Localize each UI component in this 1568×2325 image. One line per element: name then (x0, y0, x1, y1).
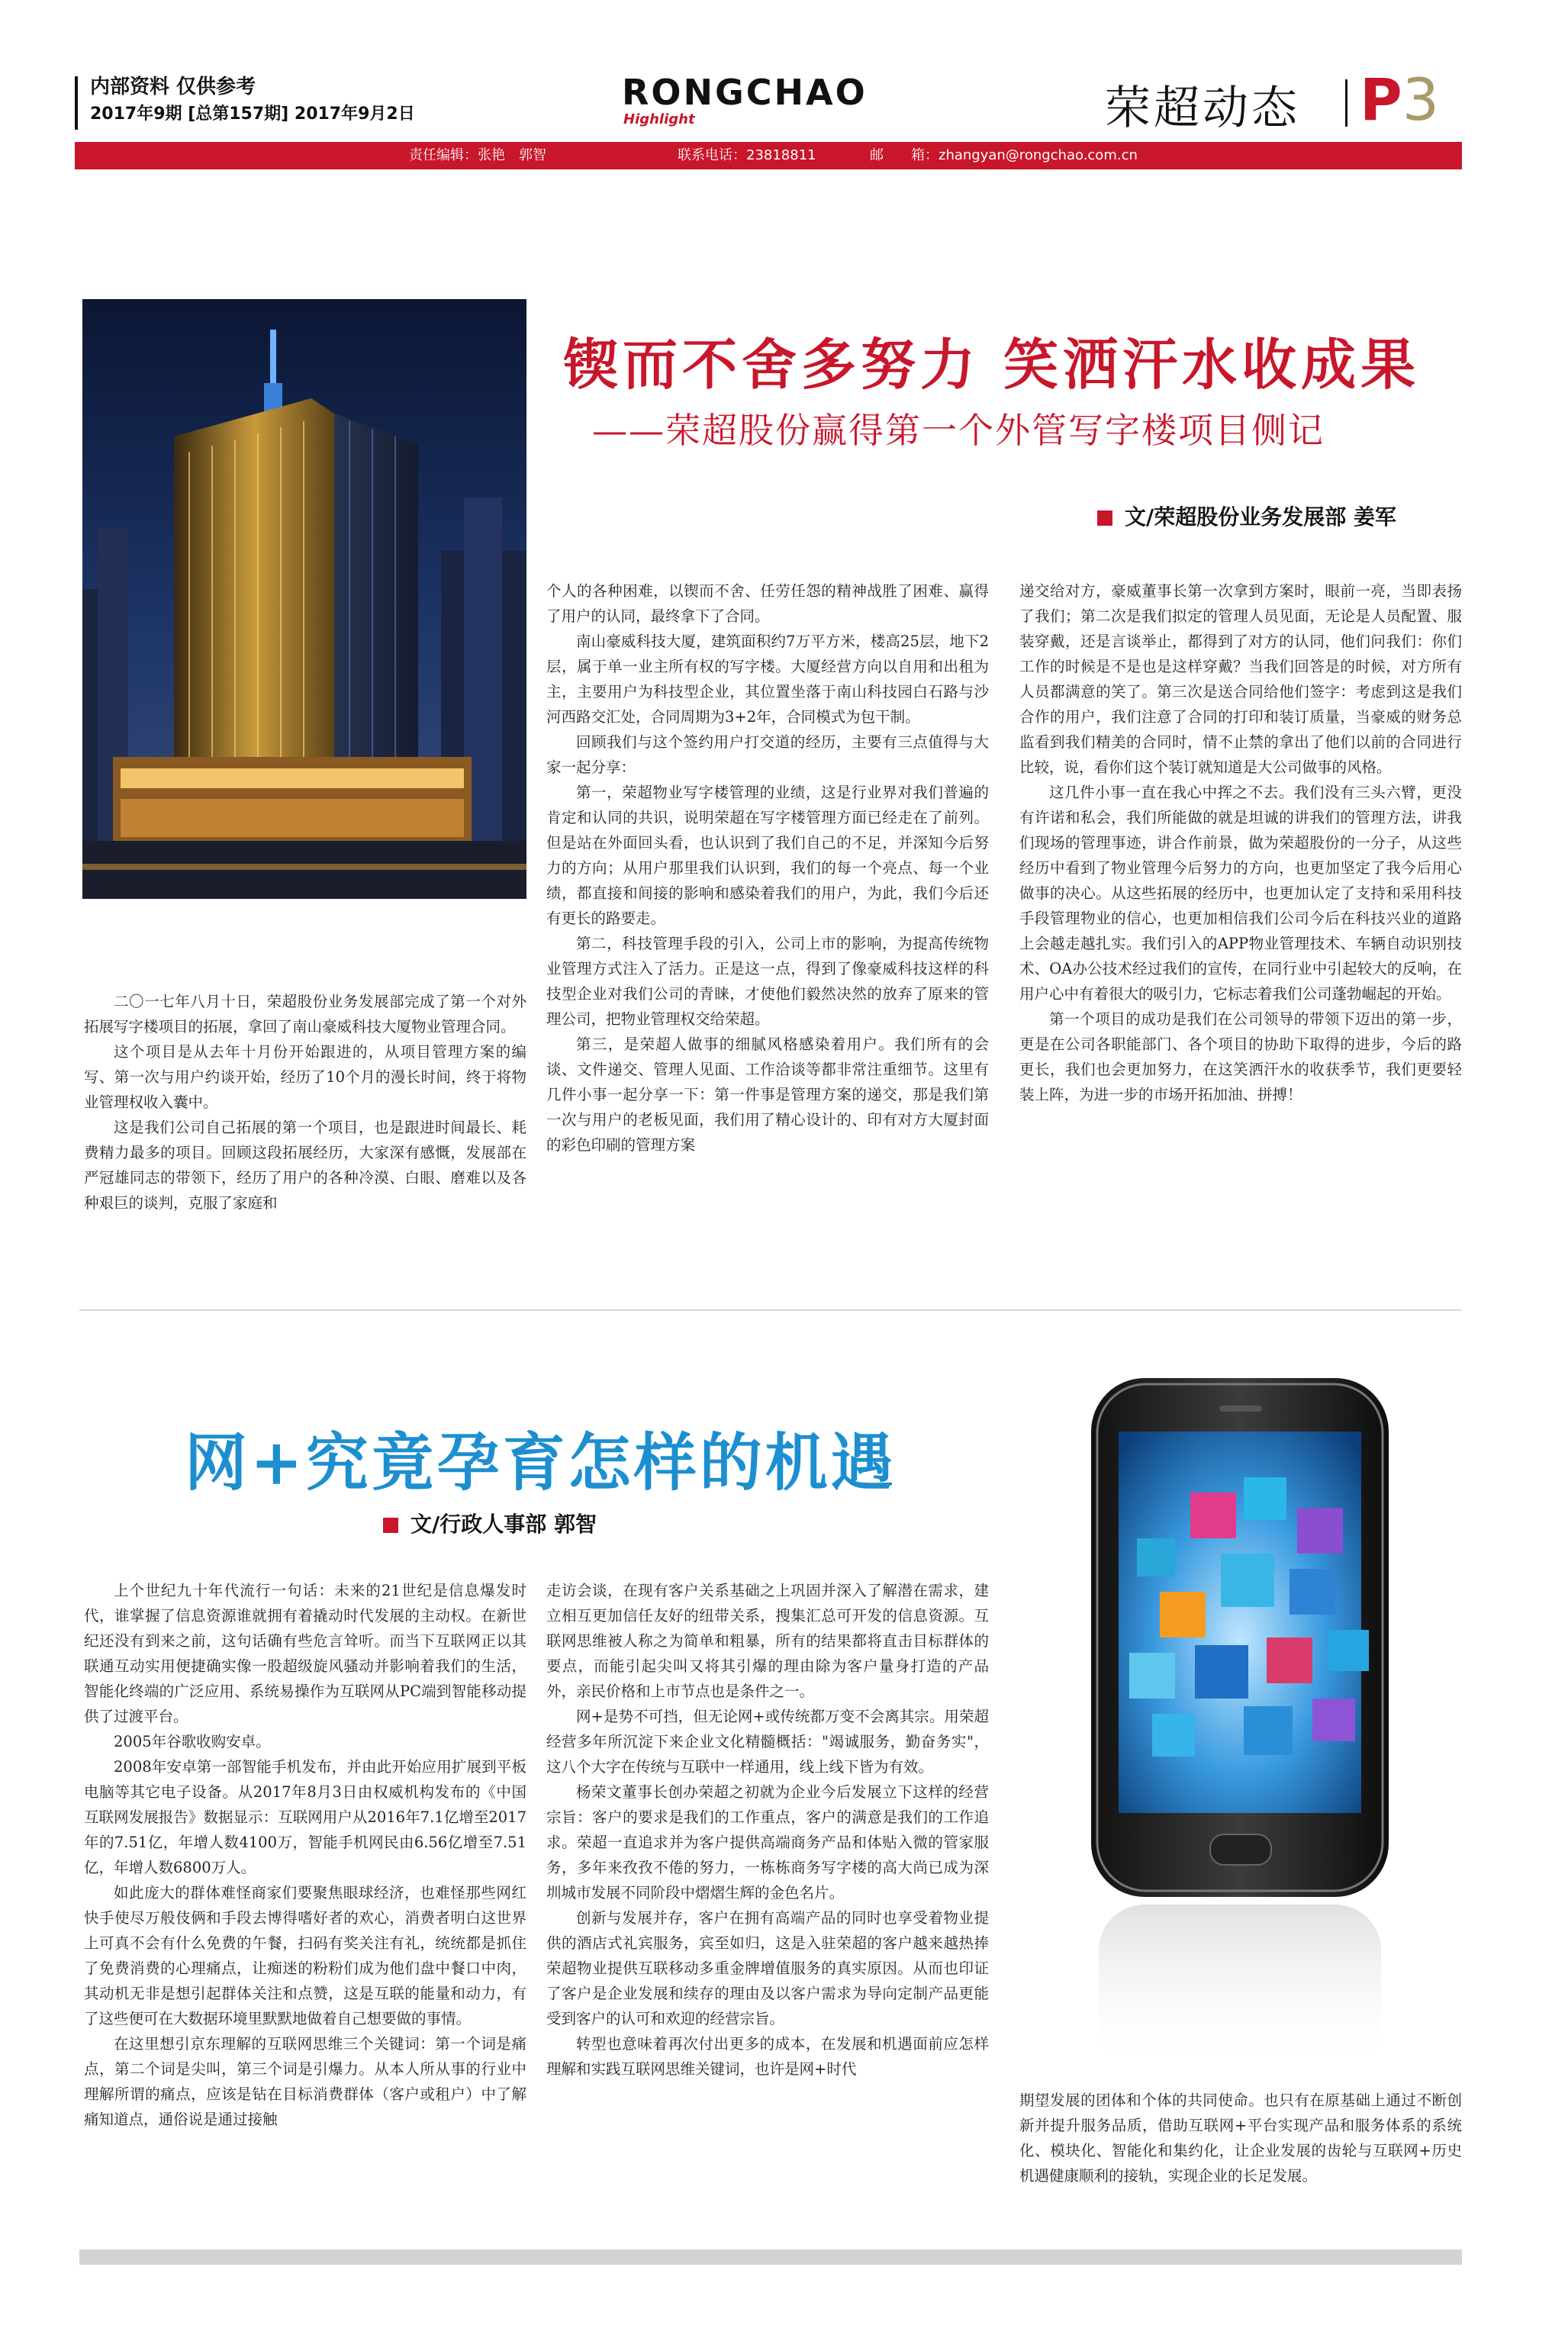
article2-column-3 (1019, 2088, 1462, 2188)
page-digit: 3 (1402, 66, 1440, 134)
section-separator (1345, 79, 1347, 127)
page-letter: P (1360, 66, 1402, 134)
paragraph: 南山豪威科技大厦，建筑面积约7万平方米，楼高25层，地下2层，属于单一业主所有权的写字楼。大厦经营方向以自用和出租为主，主要用户为科技型企业，其位置坐落于南山科技园白石路与沙河西路交汇处，合同周期为3+2年，合同模式为包干制。 (546, 633, 989, 726)
masthead-rule (75, 76, 78, 130)
paragraph: 二〇一七年八月十日，荣超股份业务发展部完成了第一个对外拓展写字楼项目的拓展，拿回了南山豪威科技大厦物业管理合同。 (84, 993, 526, 1035)
paragraph: 这是我们公司自己拓展的第一个项目，也是跟进时间最长、耗费精力最多的项目。回顾这段拓展经历，大家深有感慨，发展部在严冠雄同志的带领下，经历了用户的各种冷漠、白眼、磨难以及各种艰巨的谈判，克服了家庭和 (84, 1119, 526, 1212)
article1-byline (1097, 501, 1396, 531)
bullet-square-icon (383, 1518, 398, 1533)
paragraph: 网+是势不可挡，但无论网+或传统都万变不会离其宗。用荣超经营多年所沉淀下来企业文化精髓概括："竭诚服务，勤奋务实"，这八个大字在传统与互联中一样通用，线上线下皆为有效。 (546, 1708, 989, 1776)
article1-column-3 (1019, 578, 1462, 1107)
paragraph: 这几件小事一直在我心中挥之不去。我们没有三头六臂，更没有许诺和私会，我们所能做的就是坦诚的讲我们的管理方法，讲我们现场的管理事迹，讲合作前景，做为荣超股份的一分子，从这些经历中看到了物业管理今后努力的方向，也更加坚定了我今后用心做事的决心。从这些拓展的经历中，也更加认定了支持和采用科技手段管理物业的信心，也更加相信我们公司今后在科技兴业的道路上会越走越扎实。我们引入的APP物业管理技术、车辆自动识别技术、OA办公技术经过我们的宣传，在同行业中引起较大的反响，在用户心中有着很大的吸引力，它标志着我们公司蓬勃崛起的开始。 (1019, 784, 1462, 1003)
email-info: 邮 箱：zhangyan@rongchao.com.cn (870, 147, 1138, 163)
article2-column-1 (84, 1578, 526, 2132)
paragraph: 第二，科技管理手段的引入，公司上市的影响，为提高传统物业管理方式注入了活力。正是这一点，得到了像豪威科技这样的科技型企业对我们公司的青睐，才使他们毅然决然的放弃了原来的管理公司，把物业管理权交给荣超。 (546, 935, 989, 1028)
brand-logo (622, 73, 868, 127)
article1-author: 文/荣超股份业务发展部 姜军 (1125, 504, 1396, 530)
paragraph: 第三，是荣超人做事的细腻风格感染着用户。我们所有的会谈、文件递交、管理人见面、工作洽谈等都非常注重细节。这里有几件小事一起分享一下：第一件事是管理方案的递交，那是我们第一次与用户的老板见面，我们用了精心设计的、印有对方大厦封面的彩色印刷的管理方案 (546, 1035, 989, 1154)
paragraph: 上个世纪九十年代流行一句话：未来的21世纪是信息爆发时代，谁掌握了信息资源谁就拥有着撬动时代发展的主动权。在新世纪还没有到来之前，这句话确有些危言耸听。而当下互联网正以其联通互动实用便捷确实像一股超级旋风骚动并影响着我们的生活，智能化终端的广泛应用、系统易操作为互联网从PC端到智能移动提供了过渡平台。 (84, 1582, 526, 1725)
building-photo (82, 299, 526, 899)
paragraph: 回顾我们与这个签约用户打交道的经历，主要有三点值得与大家一起分享： (546, 733, 989, 776)
section-title: 荣超动态 (1105, 82, 1300, 135)
paragraph: 如此庞大的群体难怪商家们要聚焦眼球经济，也难怪那些网红快手使尽万般伎俩和手段去博得嗜好者的欢心，消费者明白这世界上可真不会有什么免费的午餐，扫码有奖关注有礼，统统都是抓住了免费消费的心理痛点，让痴迷的粉粉们成为他们盘中餐口中肉，其动机无非是想引起群体关注和点赞，这是互联的能量和动力，有了这些便可在大数据环境里默默地做着自己想要做的事情。 (84, 1884, 526, 2027)
paragraph: 期望发展的团体和个体的共同使命。也只有在原基础上通过不断创新并提升服务品质，借助互联网+平台实现产品和服务体系的系统化、模块化、智能化和集约化，让企业发展的齿轮与互联网+历史机遇健康顺利的接轨，实现企业的长足发展。 (1019, 2092, 1462, 2185)
paragraph: 走访会谈，在现有客户关系基础之上巩固并深入了解潜在需求，建立相互更加信任友好的纽带关系，搜集汇总可开发的信息资源。互联网思维被人称之为简单和粗暴，所有的结果都将直击目标群体的要点，而能引起尖叫又将其引爆的理由除为客户量身打造的产品外，亲民价格和上市节点也是条件之一。 (546, 1582, 989, 1700)
phone-info: 联系电话：23818811 (678, 147, 816, 163)
article1-title: 锲而不舍多努力 笑洒汗水收成果 (563, 332, 1421, 397)
brand-subtitle: Highlight (623, 111, 695, 127)
article-divider (79, 1309, 1462, 1311)
article2-byline (383, 1508, 597, 1538)
paragraph: 个人的各种困难，以锲而不舍、任劳任怨的精神战胜了困难、赢得了用户的认同，最终拿下了合同。 (546, 582, 989, 625)
paragraph: 第一，荣超物业写字楼管理的业绩，这是行业界对我们普遍的肯定和认同的共识，说明荣超在写字楼管理方面已经走在了前列。但是站在外面回头看，也认识到了我们自己的不足，并深知今后努力的方向；从用户那里我们认识到，我们的每一个亮点、每一个业绩，都直接和间接的影响和感染着我们的用户，为此，我们今后还有更长的路要走。 (546, 784, 989, 927)
paragraph: 第一个项目的成功是我们在公司领导的带领下迈出的第一步，更是在公司各职能部门、各个项目的协助下取得的进步，今后的路更长，我们也会更加努力，在这笑洒汗水的收获季节，我们更要轻装上阵，为进一步的市场开拓加油、拼搏！ (1019, 1010, 1462, 1103)
page-number (1360, 66, 1439, 134)
article2-title: 网+究竟孕育怎样的机遇 (185, 1426, 897, 1499)
bullet-square-icon (1097, 510, 1112, 526)
article1-column-1 (84, 989, 526, 1216)
paragraph: 2008年安卓第一部智能手机发布，并由此开始应用扩展到平板电脑等其它电子设备。从2017年8月3日由权威机构发布的《中国互联网发展报告》数据显示：互联网用户从2016年7.1亿增至2017年的7.51亿，年增人数4100万，智能手机网民由6.56亿增至7.51亿，年增人数6800万人。 (84, 1758, 526, 1876)
paragraph: 创新与发展并存，客户在拥有高端产品的同时也享受着物业提供的酒店式礼宾服务，宾至如归，这是入驻荣超的客户越来越热捧荣超物业提供互联移动多重金牌增值服务的真实原因。从而也印证了客户是企业发展和续存的理由及以客户需求为导向定制产品更能受到客户的认可和欢迎的经营宗旨。 (546, 1909, 989, 2027)
paragraph: 递交给对方，豪威董事长第一次拿到方案时，眼前一亮，当即表扬了我们；第二次是我们拟定的管理人员见面，无论是人员配置、服装穿戴，还是言谈举止，都得到了对方的认同，他们问我们：你们工作的时候是不是也是这样穿戴？当我们回答是的时候，对方所有人员都满意的笑了。第三次是送合同给他们签字：考虑到这是我们合作的用户，我们注意了合同的打印和装订质量，当豪威的财务总监看到我们精美的合同时，情不止禁的拿出了他们以前的合同进行比较，说，看你们这个装订就知道是大公司做事的风格。 (1019, 582, 1462, 776)
paragraph: 转型也意味着再次付出更多的成本，在发展和机遇面前应怎样理解和实践互联网思维关键词，也许是网+时代 (546, 2035, 989, 2078)
issue-info (90, 73, 415, 128)
paragraph: 杨荣文董事长创办荣超之初就为企业今后发展立下这样的经营宗旨：客户的要求是我们的工作重点，客户的满意是我们的工作追求。荣超一直追求并为客户提供高端商务产品和体贴入微的管家服务，多年来孜孜不倦的努力，一栋栋商务写字楼的高大尚已成为深圳城市发展不同阶段中熠熠生辉的金色名片。 (546, 1783, 989, 1902)
brand-name: RONGCHAO (622, 72, 868, 113)
paragraph: 2005年谷歌收购安卓。 (114, 1733, 271, 1750)
smartphone-illustration (1015, 1363, 1465, 2080)
editor-info: 责任编辑：张艳 郭智 (409, 147, 546, 163)
article2-author: 文/行政人事部 郭智 (411, 1512, 597, 1537)
article1-subtitle: ——荣超股份赢得第一个外管写字楼项目侧记 (592, 410, 1325, 451)
paragraph: 在这里想引京东理解的互联网思维三个关键词：第一个词是痛点，第二个词是尖叫，第三个词是引爆力。从本人所从事的行业中理解所谓的痛点，应该是钻在目标消费群体（客户或租户）中了解痛知道点，通俗说是通过接触 (84, 2035, 526, 2128)
article2-column-2 (546, 1578, 989, 2082)
editor-bar (75, 142, 1462, 169)
issue-date: 2017年9期 [总第157期] 2017年9月2日 (90, 105, 415, 124)
paragraph: 这个项目是从去年十月份开始跟进的，从项目管理方案的编写、第一次与用户约谈开始，经历了10个月的漫长时间，终于将物业管理权收入囊中。 (84, 1043, 526, 1111)
internal-notice: 内部资料 仅供参考 (90, 76, 256, 98)
article1-column-2 (546, 578, 989, 1158)
footer-bar (79, 2249, 1462, 2265)
